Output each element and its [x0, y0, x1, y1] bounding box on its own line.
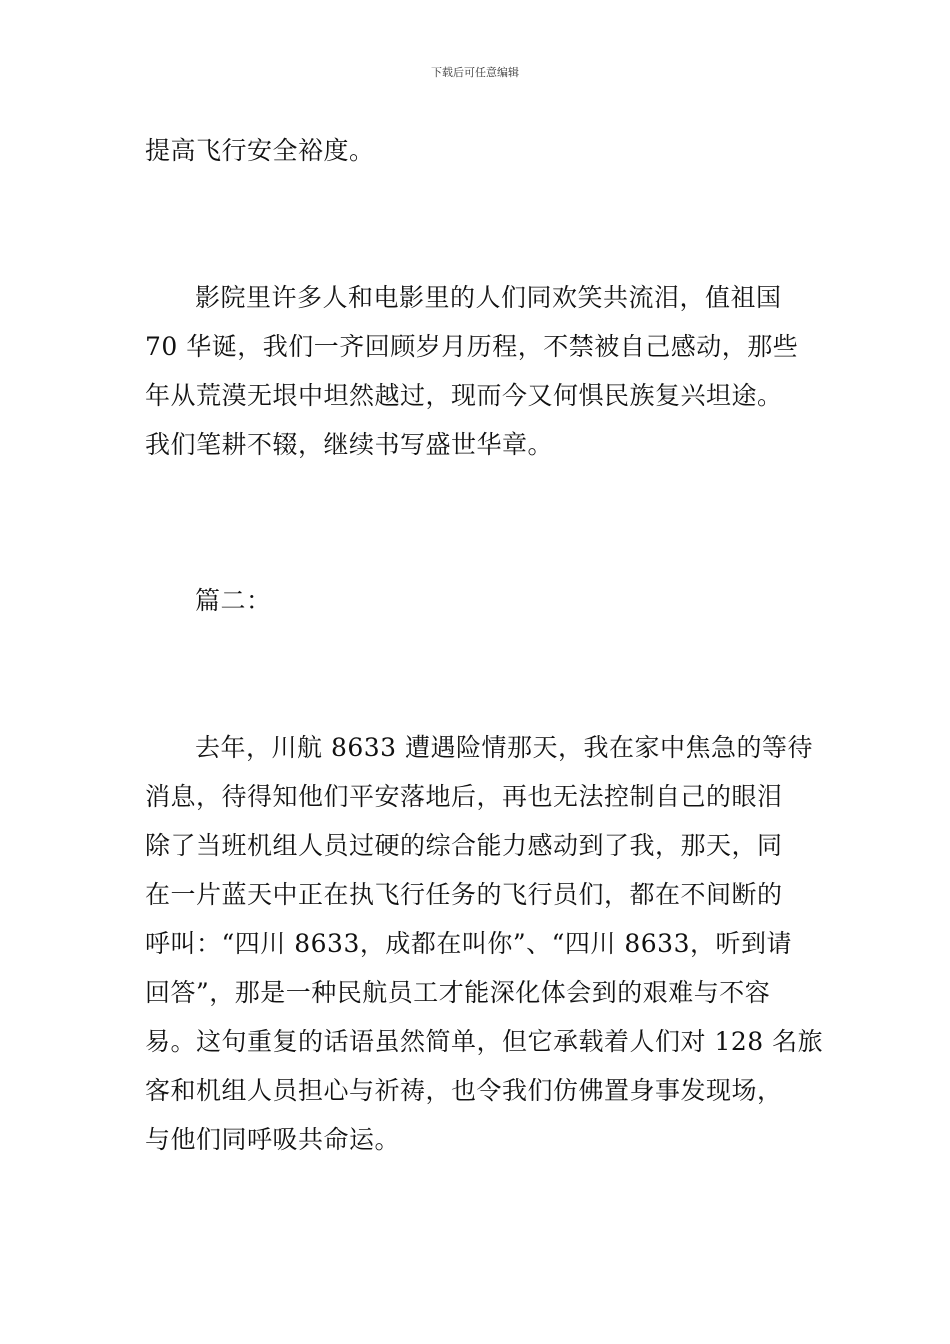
text-line: 我们笔耕不辍，继续书写盛世华章。 [145, 430, 554, 459]
paragraph-3 [145, 723, 824, 1164]
text-line: 在一片蓝天中正在执飞行任务的飞行员们，都在不间断的 [145, 880, 783, 909]
text-line: 除了当班机组人员过硬的综合能力感动到了我，那天，同 [145, 831, 783, 860]
text-line: 提高飞行安全裕度。 [145, 136, 375, 165]
section-title: 篇二： [195, 586, 272, 615]
paragraph-2 [145, 273, 815, 469]
text-line: 与他们同呼吸共命运。 [145, 1125, 401, 1154]
text-line: 去年，川航 8633 遭遇险情那天，我在家中焦急的等待 [195, 733, 814, 762]
text-line: 年从荒漠无垠中坦然越过，现而今又何惧民族复兴坦途。 [145, 381, 783, 410]
page-header: 下载后可任意编辑 [431, 66, 519, 79]
text-line: 70 华诞，我们一齐回顾岁月历程，不禁被自己感动，那些 [145, 332, 799, 361]
text-line: 易。这句重复的话语虽然简单，但它承载着人们对 128 名旅 [145, 1027, 824, 1056]
text-line: 影院里许多人和电影里的人们同欢笑共流泪，值祖国 [195, 283, 782, 312]
text-line: 消息，待得知他们平安落地后，再也无法控制自己的眼泪 [145, 782, 783, 811]
text-line: 回答”，那是一种民航员工才能深化体会到的艰难与不容 [145, 978, 771, 1007]
text-line: 呼叫：“四川 8633，成都在叫你”、“四川 8633，听到请 [145, 929, 792, 958]
text-line: 客和机组人员担心与祈祷，也令我们仿佛置身事发现场， [145, 1076, 783, 1105]
paragraph-1 [145, 126, 815, 175]
section-heading [145, 576, 815, 625]
